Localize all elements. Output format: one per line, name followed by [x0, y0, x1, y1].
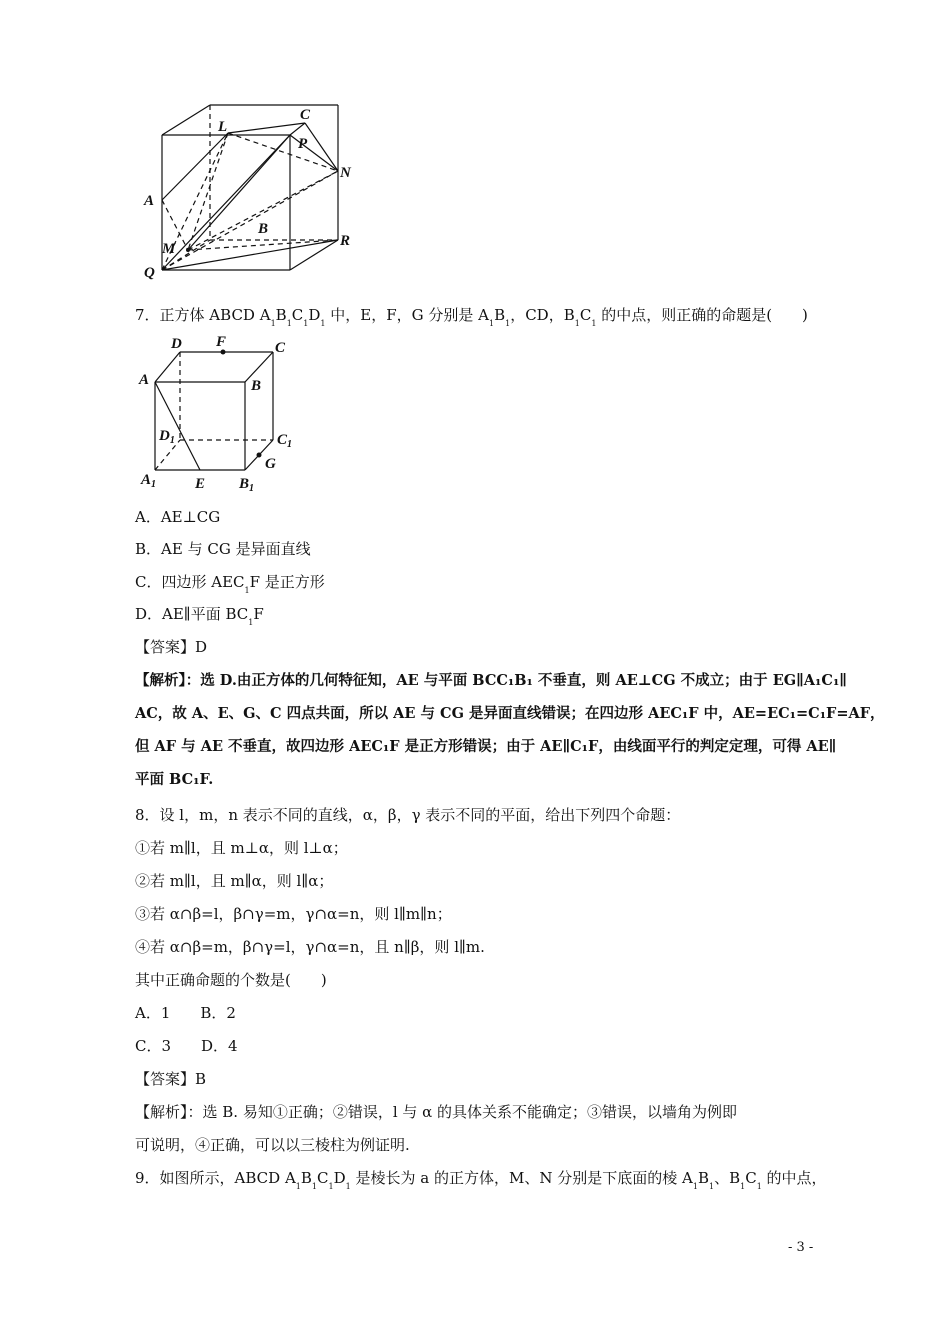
label-A: A — [144, 193, 155, 209]
q7-analysis-line-1: 【解析】：选 D.由正方体的几何特征知，AE 与平面 BCC₁B₁ 不垂直，则 AE⊥CG 不成立；由于 EG∥A₁C₁∥ — [135, 672, 847, 689]
figure-1-cube — [140, 95, 370, 285]
q7-answer: 【答案】D — [135, 638, 208, 656]
label-A: A — [139, 372, 150, 388]
q8-question: 其中正确命题的个数是( ) — [135, 971, 327, 989]
q8-options-row-1: A．1 B．2 — [135, 1004, 236, 1022]
q8-answer: 【答案】B — [135, 1070, 207, 1088]
label-C: C — [300, 107, 311, 123]
label-A1: $A_1$ — [141, 472, 157, 490]
label-B: B — [258, 221, 269, 237]
q7-option-d: D．AE∥平面 $BC_1F$ — [135, 605, 264, 627]
q7-option-c: C．四边形 $AEC_1F$ 是正方形 — [135, 573, 325, 595]
q8-stem: 8．设 l，m，n 表示不同的直线，α，β，γ 表示不同的平面，给出下列四个命题： — [135, 806, 681, 824]
label-B: B — [251, 378, 262, 394]
q7-option-a: A．AE⊥CG — [135, 508, 221, 526]
label-E: E — [195, 476, 206, 492]
q8-item-3: ③若 α∩β=l，β∩γ=m，γ∩α=n，则 l∥m∥n； — [135, 905, 452, 923]
page-number: - 3 - — [788, 1240, 814, 1255]
label-C1: $C_1$ — [277, 432, 293, 450]
q8-analysis-line-2: 可说明，④正确，可以以三棱柱为例证明. — [135, 1136, 410, 1154]
q8-item-2: ②若 m∥l，且 m∥α，则 l∥α； — [135, 872, 334, 890]
label-B1: $B_1$ — [239, 476, 255, 494]
label-Q: Q — [144, 265, 155, 281]
q8-item-4: ④若 α∩β=m，β∩γ=l，γ∩α=n，且 n∥β，则 l∥m. — [135, 938, 485, 956]
label-L: L — [218, 119, 228, 135]
label-D1: $D_1$ — [159, 428, 175, 446]
figure-2-cube — [135, 332, 305, 494]
q8-options-row-2: C．3 D．4 — [135, 1037, 238, 1055]
label-C: C — [275, 340, 286, 356]
q7-option-b: B．AE 与 CG 是异面直线 — [135, 540, 311, 558]
label-D: D — [171, 336, 182, 352]
label-R: R — [340, 233, 351, 249]
q9-stem: 9．如图所示，ABCD $A_1B_1C_1D_1$ 是棱长为 a 的正方体，M、N 分别是下底面的棱 $A_1B_1$、$B_1C_1$ 的中点， — [135, 1169, 827, 1191]
q7-analysis-line-4: 平面 BC₁F. — [135, 771, 214, 788]
q7-analysis-line-3: 但 AF 与 AE 不垂直，故四边形 AEC₁F 是正方形错误；由于 AE∥C₁F，由线面平行的判定定理，可得 AE∥ — [135, 738, 837, 755]
label-P: P — [298, 136, 308, 152]
label-N: N — [340, 165, 351, 181]
label-F: F — [216, 334, 227, 350]
q7-stem: 7．正方体 ABCD $A_1B_1C_1D_1$ 中，E，F，G 分别是 $A_1B_1$，CD，$B_1C_1$ 的中点，则正确的命题是( ) — [135, 306, 808, 328]
q8-analysis-line-1: 【解析】：选 B. 易知①正确；②错误，l 与 α 的具体关系不能确定；③错误，以墙角为例即 — [135, 1103, 738, 1121]
q8-item-1: ①若 m∥l，且 m⊥α，则 l⊥α； — [135, 839, 348, 857]
label-G: G — [265, 456, 276, 472]
label-M: M — [162, 241, 176, 257]
q7-analysis-line-2: AC，故 A、E、G、C 四点共面，所以 AE 与 CG 是异面直线错误；在四边形 AEC₁F 中，AE=EC₁=C₁F=AF， — [135, 705, 885, 722]
